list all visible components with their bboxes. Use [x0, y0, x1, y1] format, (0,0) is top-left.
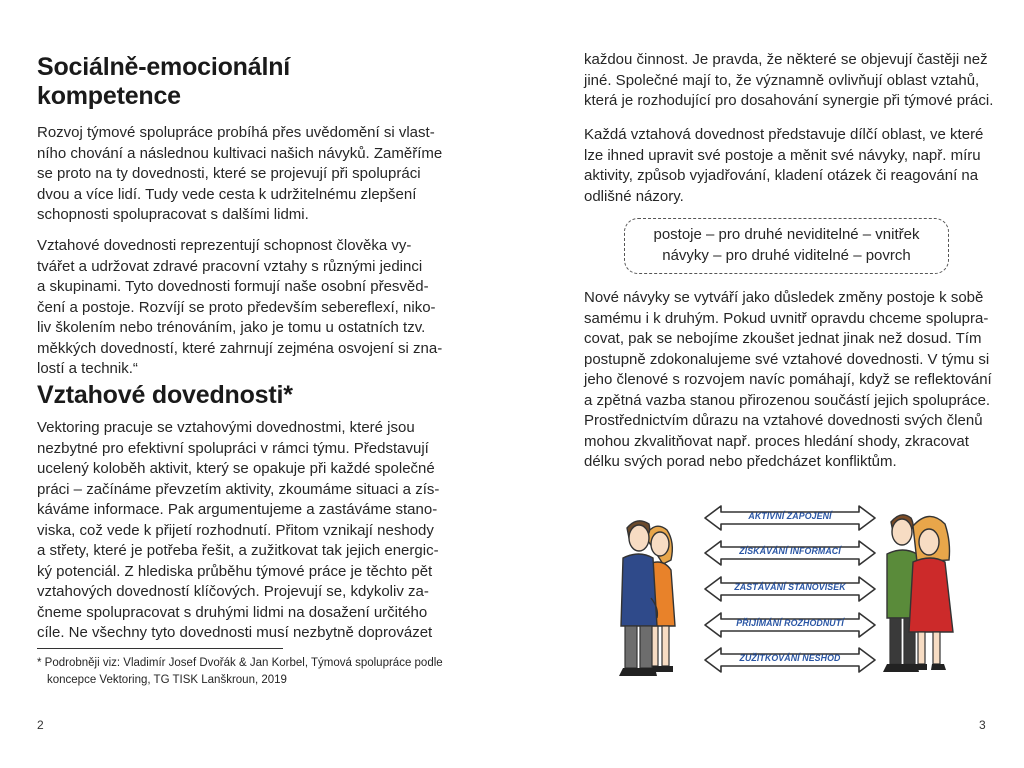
- illustration-relationship-skills: [605, 498, 965, 690]
- text-line: dvou a více lidí. Tudy vede cesta k udržitelnému zlepšení: [37, 185, 417, 203]
- text-line: viska, což vede k přijetí rozhodnutí. Přitom vznikají neshody: [37, 521, 434, 539]
- page-number: 3: [979, 718, 986, 732]
- arrow-label-prijimani-rozhodnuti: PŘIJÍMÁNÍ ROZHODNUTÍ: [736, 618, 844, 628]
- text-line: Rozvoj týmové spolupráce probíhá přes uvědomění si vlast-: [37, 124, 435, 141]
- heading-socialne-emocionalni: [37, 53, 290, 111]
- heading-line: Sociálně-emocionální: [37, 53, 291, 81]
- postoje-navyky-box: [624, 218, 949, 274]
- text-line: jiné. Společné mají to, že významně ovlivňují oblast vztahů,: [584, 71, 980, 89]
- paragraph-vztahove-dovednosti-quote: [37, 236, 443, 380]
- arrow-label-zuzitkovani-neshod: ZUŽITKOVÁNÍ NESHOD: [739, 653, 841, 663]
- text-line: vztahových dovedností klíčových. Projevují se, kdykoliv za-: [37, 583, 429, 600]
- text-line: lze ihned upravit své postoje a měnit své návyky, např. míru: [584, 146, 981, 164]
- paragraph-kazdou-cinnost: [584, 50, 994, 112]
- text-line: práci – začínáme převzetím aktivity, zkoumáme situaci a zís-: [37, 480, 440, 498]
- heading-line: kompetence: [37, 82, 181, 110]
- footnote: [37, 655, 443, 689]
- text-line: a střety, které je potřeba řešit, a zužitkovat tak jejich energic-: [37, 542, 439, 559]
- text-line: Každá vztahová dovednost představuje dílčí oblast, ve které: [584, 126, 984, 143]
- text-line: odlišné názory.: [584, 187, 684, 205]
- text-line: Vektoring pracuje se vztahovými dovednostmi, které jsou: [37, 419, 415, 436]
- text-line: schopnosti spolupracovat s dalšími lidmi.: [37, 206, 309, 223]
- box-line-postoje: postoje – pro druhé neviditelné – vnitřek: [653, 226, 920, 243]
- text-line: Prostřednictvím důrazu na vztahové dovednosti svých členů: [584, 412, 983, 429]
- paragraph-intro: [37, 123, 443, 226]
- text-line: aktivity, způsob vyjadřování, kladení otázek či reagování na: [584, 167, 979, 184]
- text-line: ucelený koloběh aktivit, který se opakuje při každé společné: [37, 460, 435, 477]
- arrow-label-aktivni-zapojeni: AKTIVNÍ ZAPOJENÍ: [748, 511, 832, 521]
- text-line: čneme spolupracovat s druhými lidmi na dosažení určitého: [37, 603, 428, 621]
- box-line-navyky: návyky – pro druhé viditelné – povrch: [662, 247, 911, 264]
- arrow-label-ziskavani-informaci: ZÍSKÁVÁNÍ INFORMACÍ: [739, 546, 841, 556]
- arrow-label-zastavani-stanovisek: ZASTÁVÁNÍ STANOVISEK: [734, 582, 846, 592]
- footnote-divider: [37, 648, 283, 649]
- text-line: mohou zkvalitňovat např. proces hledání shody, zkracovat: [584, 432, 969, 450]
- text-line: a skupinami. Tyto dovednosti formují naše osobní přesvěd-: [37, 278, 429, 295]
- text-line: každou činnost. Je pravda, že některé se objevují častěji než: [584, 51, 988, 68]
- paragraph-nove-navyky: [584, 288, 992, 473]
- page-number: 2: [37, 718, 44, 732]
- footnote-line: koncepce Vektoring, TG TISK Lanškroun, 2019: [47, 674, 287, 686]
- heading-vztahove-dovednosti: Vztahové dovednosti*: [37, 381, 293, 409]
- text-line: Nové návyky se vytváří jako důsledek změny postoje k sobě: [584, 289, 984, 306]
- text-line: tvářet a udržovat zdravé pracovní vztahy s různými jedinci: [37, 257, 423, 275]
- text-line: nezbytné pro efektivní spolupráci v rámci týmu. Představují: [37, 439, 429, 457]
- text-line: ního chování a následnou kultivaci našich návyků. Zaměříme: [37, 144, 443, 162]
- footnote-line: * Podrobněji viz: Vladimír Josef Dvořák & Jan Korbel, Týmová spolupráce podle: [37, 657, 443, 669]
- text-line: káváme informace. Pak argumentujeme a zastáváme stano-: [37, 501, 438, 518]
- text-line: liv školením nebo trénováním, jako je tomu u ostatních tzv.: [37, 319, 426, 336]
- text-line: postupně zdokonalujeme své vztahové dovednosti. V týmu si: [584, 350, 990, 368]
- text-line: měkkých dovedností, které zahrnují zejména osvojení si zna-: [37, 339, 443, 357]
- text-line: cíle. Ne všechny tyto dovednosti musí nezbytně doprovázet: [37, 624, 433, 641]
- text-line: Vztahové dovednosti reprezentují schopnost člověka vy-: [37, 237, 412, 254]
- text-line: která je rozhodující pro dosahování synergie při týmové práci.: [584, 92, 994, 109]
- text-line: délku svých porad nebo předcházet konfliktům.: [584, 453, 897, 470]
- text-line: covat, pak se nebojíme zkoušet jednat jinak než dosud. Tím: [584, 330, 982, 347]
- text-line: samému i k druhým. Pokud uvnitř opravdu chceme spolupra-: [584, 309, 989, 327]
- text-line: a zpětná vazba stanou přirozenou součástí jejich spolupráce.: [584, 391, 991, 409]
- paragraph-dilci-oblast: [584, 125, 987, 207]
- text-line: se proto na ty dovednosti, které se projevují při spolupráci: [37, 165, 421, 182]
- text-line: čení a postoje. Rozvíjí se proto především sebereflexí, niko-: [37, 298, 436, 316]
- text-line: lostí a technik.“: [37, 360, 138, 377]
- text-line: jeho členové s rozvojem navíc pomáhají, když se reflektování: [584, 371, 992, 388]
- paragraph-vektoring: [37, 418, 440, 644]
- text-line: ký potenciál. Z hlediska průběhu týmové práce je těchto pět: [37, 562, 433, 580]
